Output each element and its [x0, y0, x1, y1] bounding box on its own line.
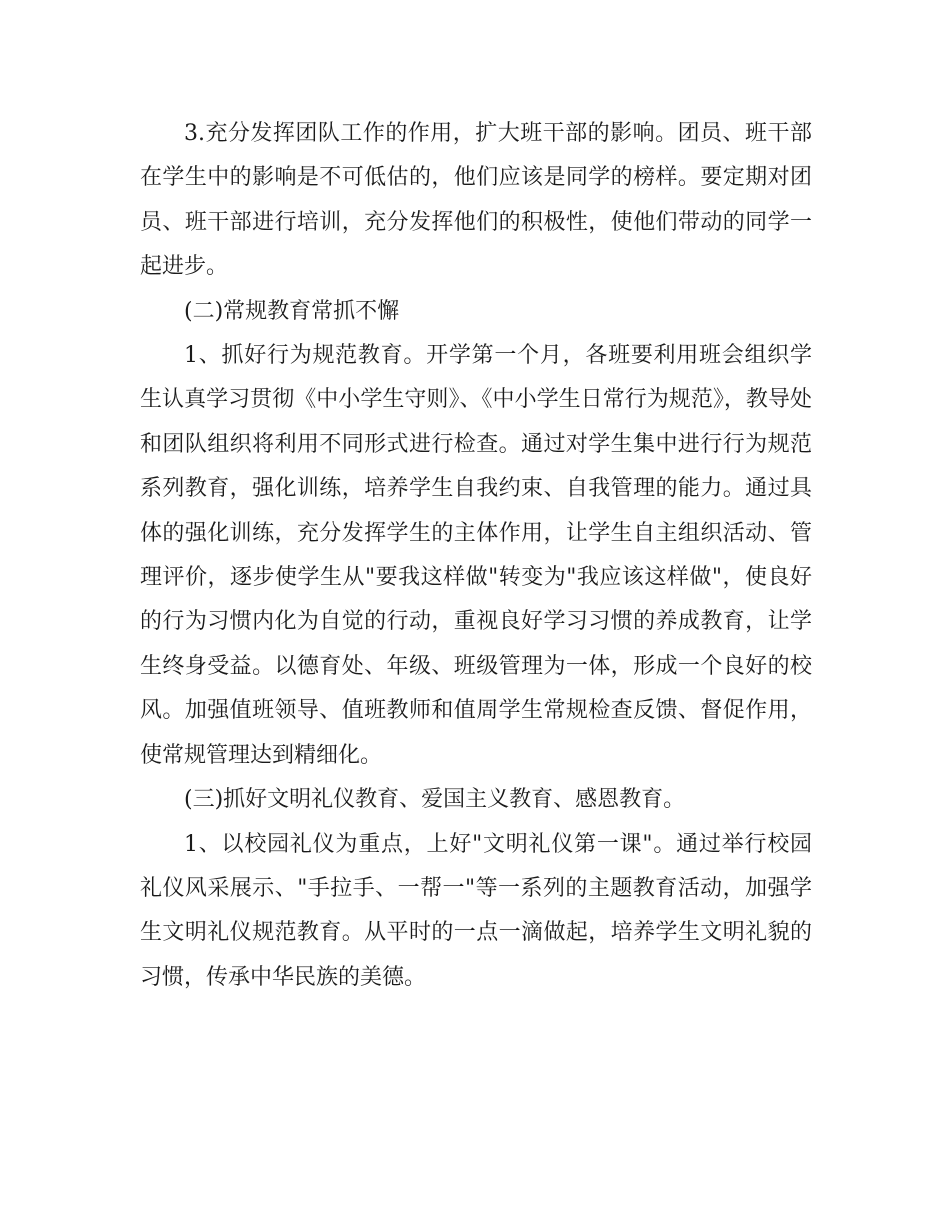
document-page	[140, 112, 812, 1000]
paragraph-team-work: 3.充分发挥团队工作的作用，扩大班干部的影响。团员、班干部在学生中的影响是不可低估的，他们应该是同学的榜样。要定期对团员、班干部进行培训，充分发挥他们的积极性，使他们带动的同学一起进步。	[140, 121, 812, 280]
heading-etiquette-education: (三)抓好文明礼仪教育、爱国主义教育、感恩教育。	[184, 787, 686, 813]
paragraph-campus-etiquette: 1、以校园礼仪为重点，上好"文明礼仪第一课"。通过举行校园礼仪风采展示、"手拉手、一帮一"等一系列的主题教育活动，加强学生文明礼仪规范教育。从平时的一点一滴做起，培养学生文明礼貌的习惯，传承中华民族的美德。	[140, 831, 812, 990]
heading-routine-education: (二)常规教育常抓不懈	[184, 298, 400, 324]
paragraph-behavior-norms: 1、抓好行为规范教育。开学第一个月，各班要利用班会组织学生认真学习贯彻《中小学生守则》、《中小学生日常行为规范》，教导处和团队组织将利用不同形式进行检查。通过对学生集中进行行为规范系列教育，强化训练，培养学生自我约束、自我管理的能力。通过具体的强化训练，充分发挥学生的主体作用，让学生自主组织活动、管理评价，逐步使学生从"要我这样做"转变为"我应该这样做"，使良好的行为习惯内化为自觉的行动，重视良好学习习惯的养成教育，让学生终身受益。以德育处、年级、班级管理为一体，形成一个良好的校风。加强值班领导、值班教师和值周学生常规检查反馈、督促作用，使常规管理达到精细化。	[140, 343, 812, 768]
